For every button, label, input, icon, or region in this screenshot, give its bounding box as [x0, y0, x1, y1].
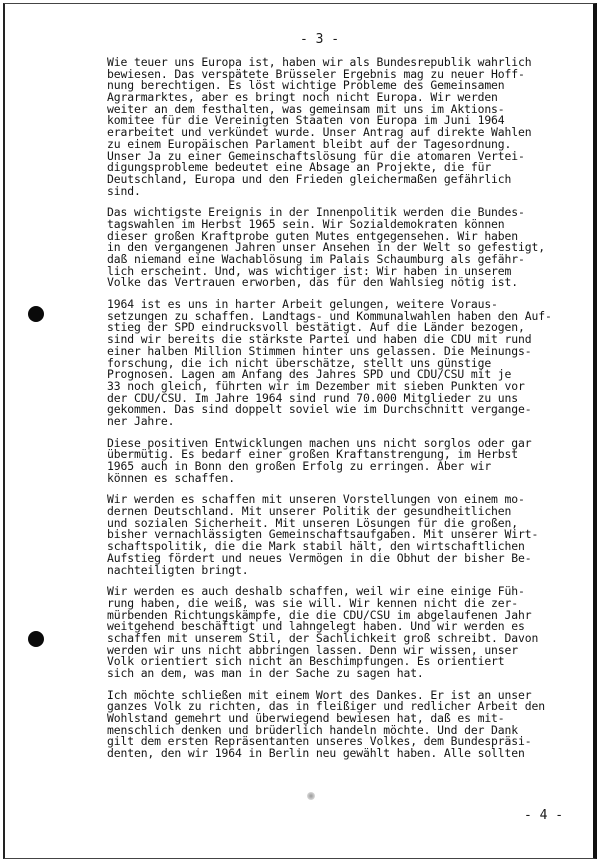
text-line: Deutschland, Europa und den Frieden gleichermaßen gefährlich — [107, 171, 512, 186]
punch-hole-lower — [28, 631, 44, 647]
text-line: gilt dem ersten Repräsentanten unseres Volkes, dem Bundespräsi- — [107, 734, 532, 749]
text-line: können es schaffen. — [107, 470, 236, 485]
text-line: rung haben, die weiß, was sie will. Wir kennen nicht die zer- — [107, 595, 519, 610]
text-line: Wir werden es auch deshalb schaffen, weil wir eine einige Füh- — [107, 584, 525, 599]
text-line: bisher vernachlässigten Gemeinschaftsaufgaben. Mit unserer Wirt- — [107, 527, 539, 542]
paragraph — [107, 299, 577, 428]
text-line: 1964 ist es uns in harter Arbeit gelungen, weitere Voraus- — [107, 297, 498, 312]
text-line: forschung, die ich nicht überschätze, stellt uns günstige — [107, 355, 492, 370]
text-line: dieser großen Kraftprobe guten Mutes entgegensehen. Wir haben — [107, 228, 519, 243]
text-line: erarbeitet und verkündet wurde. Unser Antrag auf direkte Wahlen — [107, 125, 532, 140]
text-line: Wohlstand gemehrt und überwiegend bewiesen hat, daß es mit- — [107, 711, 505, 726]
paragraph — [107, 207, 577, 289]
text-line: ner Jahre. — [107, 413, 175, 428]
text-line: sind wir bereits die stärkste Partei und haben die CDU mit rund — [107, 332, 532, 347]
text-line: schaffen mit unserem Stil, der Sachlichkeit groß schreibt. Davon — [107, 630, 539, 645]
body-text — [107, 57, 577, 770]
text-line: 33 noch gleich, führten wir im Dezember mit sieben Punkten vor — [107, 378, 525, 393]
text-line: sind. — [107, 183, 141, 198]
text-line: Das wichtigste Ereignis in der Innenpolitik werden die Bundes- — [107, 205, 525, 220]
text-line: Diese positiven Entwicklungen machen uns nicht sorglos oder gar — [107, 435, 532, 450]
text-line: 1965 auch in Bonn den großen Erfolg zu erringen. Aber wir — [107, 459, 492, 473]
text-line: dernen Deutschland. Mit unserer Politik der gesundheitlichen — [107, 504, 512, 519]
text-line: stieg der SPD eindrucksvoll bestätigt. Auf die Länder bezogen, — [107, 320, 525, 335]
paragraph — [107, 435, 577, 485]
text-line: tagswahlen im Herbst 1965 sein. Wir Sozialdemokraten können — [107, 216, 505, 231]
text-line: lich erscheint. Und, was wichtiger ist: Wir haben in unserem — [107, 263, 512, 278]
text-line: in den vergangenen Jahren unser Ansehen in der Welt so gefestigt, — [107, 240, 545, 255]
text-line: Wir werden es schaffen mit unseren Vorstellungen von einem mo- — [107, 492, 525, 507]
text-line: mürbenden Richtungskämpfe, die die CDU/CSU im abgelaufenen Jahr — [107, 607, 532, 622]
text-line: und sozialen Sicherheit. Mit unseren Lösungen für die großen, — [107, 515, 519, 530]
text-line: Volke das Vertrauen erworben, das für den Wahlsieg nötig ist. — [107, 275, 519, 290]
text-line: Agrarmarktes, aber es bringt noch nicht Europa. Wir werden — [107, 90, 498, 105]
ink-smudge — [307, 792, 315, 800]
text-line: komitee für die Vereinigten Staaten von Europa im Juni 1964 — [107, 113, 505, 128]
text-line: digungsprobleme bedeutet eine Absage an Projekte, die für — [107, 160, 492, 175]
text-line: Aufstieg fördert und neues Vermögen in die Obhut der bisher Be- — [107, 550, 532, 565]
text-line: bewiesen. Das verspätete Brüsseler Ergebnis mag zu neuer Hoff- — [107, 66, 525, 81]
text-line: zu einem Europäischen Parlament bleibt auf der Tagesordnung. — [107, 136, 512, 151]
text-line: Unser Ja zu einer Gemeinschaftslösung für die atomaren Vertei- — [107, 148, 525, 163]
text-line: der CDU/CSU. Im Jahre 1964 sind rund 70.000 Mitglieder zu uns — [107, 390, 519, 405]
text-line: Volk orientiert sich nicht an Beschimpfungen. Es orientiert — [107, 654, 505, 669]
text-line: ganzes Volk zu richten, das in fleißiger und redlicher Arbeit den — [107, 699, 545, 714]
text-line: nung berechtigen. Es löst wichtige Probleme des Gemeinsamen — [107, 78, 505, 93]
text-line: übermütig. Es bedarf einer großen Kraftanstrengung, im Herbst — [107, 447, 519, 462]
text-line: Wie teuer uns Europa ist, haben wir als Bundesrepublik wahrlich — [107, 55, 532, 69]
text-line: Ich möchte schließen mit einem Wort des Dankes. Er ist an unser — [107, 687, 532, 702]
text-line: daß niemand eine Wachablösung im Palais Schaumburg als gefähr- — [107, 252, 525, 266]
text-line: setzungen zu schaffen. Landtags- und Kommunalwahlen haben den Auf- — [107, 308, 552, 323]
text-line: Prognosen. Lagen am Anfang des Jahres SPD und CDU/CSU mit je — [107, 367, 512, 382]
text-line: werden wir uns nicht abbringen lassen. Denn wir wissen, unser — [107, 642, 519, 657]
text-line: schaftspolitik, die die Mark stabil hält, den wirtschaftlichen — [107, 539, 525, 554]
punch-hole-upper — [28, 306, 44, 322]
paragraph — [107, 586, 577, 680]
text-line: einer halben Million Stimmen hinter uns gelassen. Die Meinungs- — [107, 343, 532, 358]
text-line: menschlich denken und brüderlich handeln möchte. Und der Dank — [107, 722, 519, 737]
paragraph — [107, 687, 577, 761]
paragraph — [107, 57, 577, 197]
next-page-marker: - 4 - — [524, 808, 564, 823]
text-line: gekommen. Das sind doppelt soviel wie im Durchschnitt vergange- — [107, 402, 532, 417]
text-line: nachteiligten bringt. — [107, 562, 249, 577]
text-line: denten, den wir 1964 in Berlin neu gewählt haben. Alle sollten — [107, 746, 525, 761]
text-line: sich an dem, was man in der Sache zu sagen hat. — [107, 666, 424, 680]
paragraph — [107, 494, 577, 576]
text-line: weiter an dem festhalten, was gemeinsam mit uns im Aktions- — [107, 101, 505, 116]
text-line: weitgehend beschäftigt und lahngelegt haben. Und wir werden es — [107, 619, 525, 634]
page-number-top: - 3 - — [300, 32, 340, 47]
